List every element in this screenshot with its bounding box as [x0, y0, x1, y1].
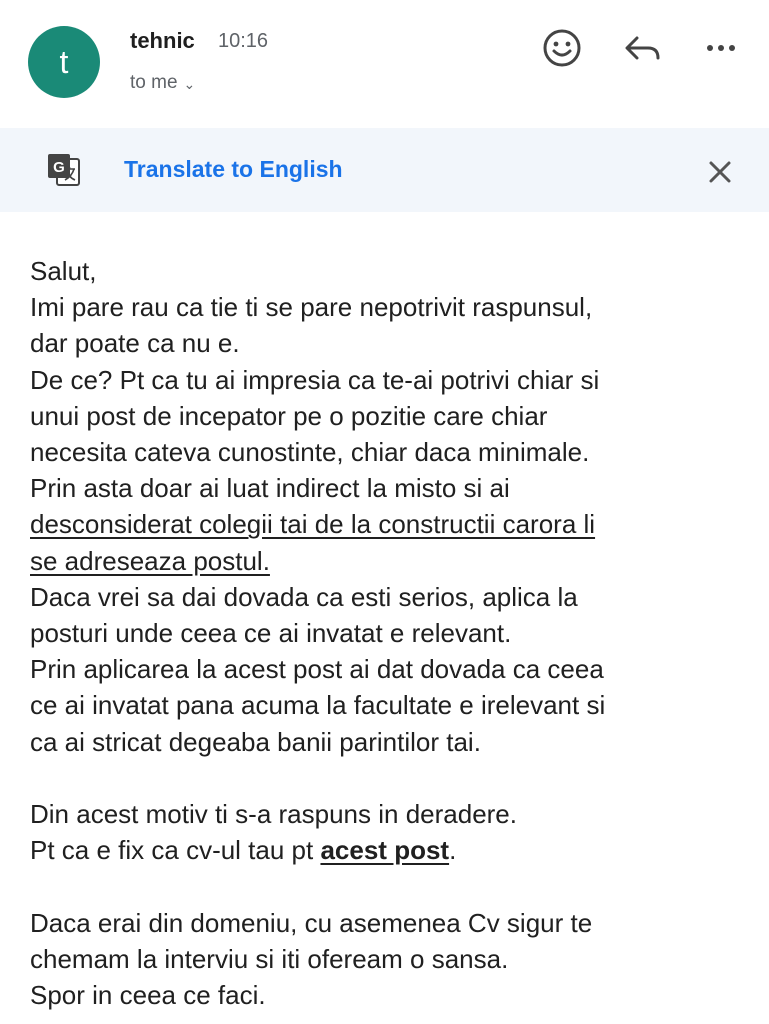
body-line: Prin aplicarea la acest post ai dat dovada ca ceea [30, 654, 604, 685]
body-line [30, 832, 750, 868]
body-line: Imi pare rau ca tie ti se pare nepotrivit raspunsul, [30, 292, 593, 323]
translate-to-english-link[interactable]: Translate to English [124, 156, 343, 182]
email-header [0, 0, 769, 128]
sender-avatar[interactable]: t [28, 26, 100, 98]
body-line: chemam la interviu si iti ofeream o sansa. [30, 943, 509, 974]
timestamp: 10:16 [218, 30, 269, 52]
paragraph-gap [30, 868, 750, 904]
emoji-icon [540, 26, 584, 70]
emoji-reaction-button[interactable] [540, 26, 584, 70]
underlined-body-line: desconsiderat colegii tai de la constructii carora li [30, 509, 596, 540]
body-line: Daca vrei sa dai dovada ca esti serios, aplica la [30, 581, 578, 612]
email-body [30, 253, 750, 1013]
body-line: necesita cateva cunostinte, chiar daca minimale. [30, 437, 590, 468]
body-line: unui post de incepator pe o pozitie care chiar [30, 400, 548, 431]
body-line: ca ai stricat degeaba banii parintilor tai. [30, 726, 481, 757]
body-line: Spor in ceea ce faci. [30, 980, 266, 1011]
underlined-body-line: se adreseaza postul. [30, 545, 270, 576]
translate-bar [0, 128, 769, 212]
google-translate-icon [44, 150, 84, 190]
close-translate-button[interactable] [700, 152, 740, 192]
body-line: Daca erai din domeniu, cu asemenea Cv sigur te [30, 907, 593, 938]
recipient-toggle[interactable] [130, 72, 195, 94]
body-text-segment: . [449, 835, 457, 866]
body-line: De ce? Pt ca tu ai impresia ca te-ai potrivi chiar si [30, 364, 600, 395]
more-icon [700, 26, 744, 70]
reply-button[interactable] [620, 26, 664, 70]
emphasized-phrase: acest post [320, 835, 450, 866]
svg-text:G: G [53, 159, 65, 176]
chevron-down-icon: ⌄ [183, 75, 196, 92]
body-line: posturi unde ceea ce ai invatat e relevant. [30, 618, 512, 649]
body-line: ce ai invatat pana acuma la facultate e irelevant si [30, 690, 606, 721]
close-icon [700, 152, 740, 192]
body-text-segment: Pt ca e fix ca cv-ul tau pt [30, 835, 321, 866]
body-line: Salut, [30, 256, 97, 286]
reply-icon [620, 26, 664, 70]
body-line: Prin asta doar ai luat indirect la misto si ai [30, 473, 510, 504]
sender-name[interactable]: tehnic [130, 28, 195, 53]
body-line: dar poate ca nu e. [30, 328, 240, 359]
body-line: Din acest motiv ti s-a raspuns in deradere. [30, 799, 517, 830]
more-options-button[interactable] [700, 26, 744, 70]
recipient-label: to me [130, 72, 178, 93]
paragraph-gap [30, 760, 750, 796]
